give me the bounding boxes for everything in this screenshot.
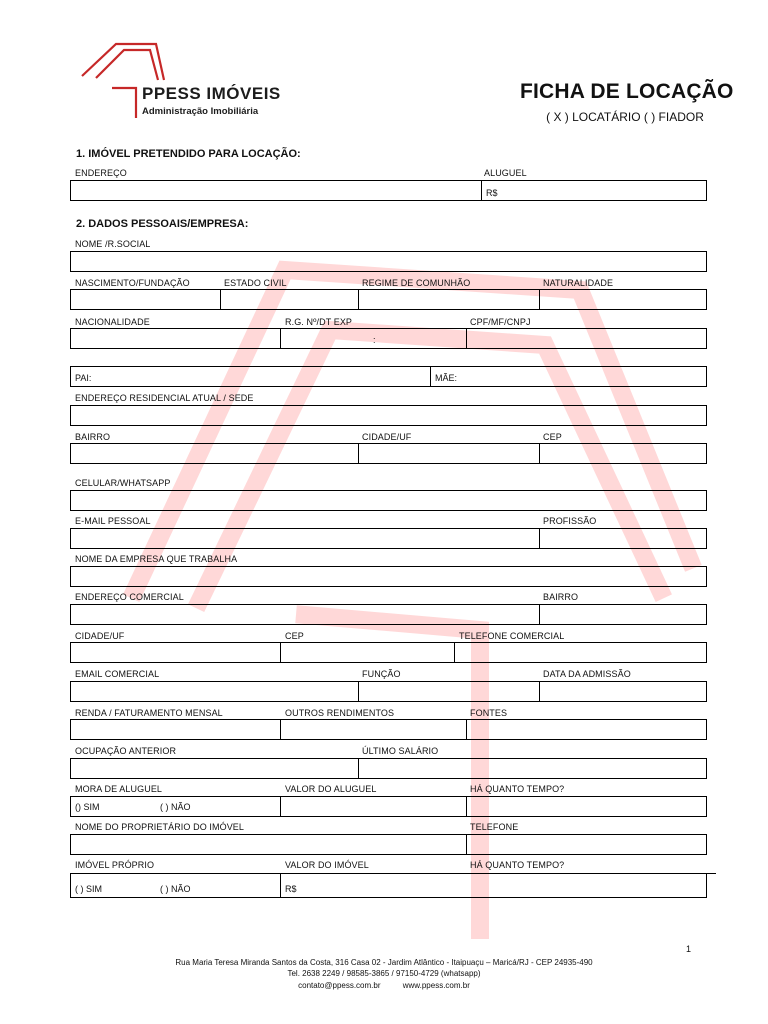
- celular-field[interactable]: [70, 490, 707, 511]
- label-nacionalidade: NACIONALIDADE: [75, 317, 150, 327]
- label-cidade-comercial: CIDADE/UF: [75, 631, 125, 641]
- email-field[interactable]: [71, 529, 538, 548]
- endereco-comercial-field[interactable]: [71, 605, 538, 624]
- email-comercial-field[interactable]: [71, 682, 357, 701]
- document-role-options: ( X ) LOCATÁRIO ( ) FIADOR: [546, 110, 704, 124]
- aluguel-currency: R$: [486, 188, 498, 198]
- telefone-field[interactable]: [467, 835, 706, 854]
- endereco-residencial-field[interactable]: [70, 405, 707, 426]
- label-valor-aluguel: VALOR DO ALUGUEL: [285, 784, 377, 794]
- profissao-field[interactable]: [540, 529, 706, 548]
- label-nascimento: NASCIMENTO/FUNDAÇÃO: [75, 278, 190, 288]
- nascimento-field[interactable]: [71, 290, 219, 309]
- label-mae: MÃE:: [435, 373, 458, 383]
- label-outros-rendimentos: OUTROS RENDIMENTOS: [285, 708, 395, 718]
- estado-civil-field[interactable]: [221, 290, 357, 309]
- outros-rendimentos-field[interactable]: [281, 720, 465, 739]
- cep-field[interactable]: [540, 444, 706, 463]
- admissao-field[interactable]: [540, 682, 706, 701]
- bairro-field[interactable]: [71, 444, 357, 463]
- proprietario-field[interactable]: [71, 835, 465, 854]
- footer-contact: contato@ppess.com.br www.ppess.com.br: [298, 981, 470, 990]
- mora-aluguel-nao-option[interactable]: ( ) NÃO: [160, 802, 191, 812]
- label-cep: CEP: [543, 432, 562, 442]
- imovel-proprio-nao-option[interactable]: ( ) NÃO: [160, 884, 191, 894]
- row-extension-line: [706, 873, 716, 874]
- label-endereco-residencial: ENDEREÇO RESIDENCIAL ATUAL / SEDE: [75, 393, 254, 403]
- divider: [430, 366, 431, 387]
- footer-phones: Tel. 2638 2249 / 98585-3865 / 97150-4729 (whatsapp): [287, 969, 481, 978]
- label-mora-aluguel: MORA DE ALUGUEL: [75, 784, 163, 794]
- label-email: E-MAIL PESSOAL: [75, 516, 151, 526]
- label-celular: CELULAR/WHATSAPP: [75, 478, 171, 488]
- funcao-field[interactable]: [359, 682, 538, 701]
- label-cpf: CPF/MF/CNPJ: [470, 317, 531, 327]
- aluguel-field[interactable]: [482, 181, 706, 200]
- label-imovel-proprio: IMÓVEL PRÓPRIO: [75, 860, 155, 870]
- bairro-comercial-field[interactable]: [540, 605, 706, 624]
- label-endereco-comercial: ENDEREÇO COMERCIAL: [75, 592, 184, 602]
- label-ultimo-salario: ÚLTIMO SALÁRIO: [362, 746, 439, 756]
- valor-imovel-currency: R$: [285, 884, 297, 894]
- label-ocupacao: OCUPAÇÃO ANTERIOR: [75, 746, 177, 756]
- ocupacao-field[interactable]: [71, 759, 357, 778]
- label-proprietario: NOME DO PROPRIETÁRIO DO IMÓVEL: [75, 822, 245, 832]
- ultimo-salario-field[interactable]: [359, 759, 706, 778]
- regime-field[interactable]: [359, 290, 538, 309]
- label-funcao: FUNÇÃO: [362, 669, 401, 679]
- footer-address: Rua Maria Teresa Miranda Santos da Costa, 316 Casa 02 - Jardim Atlântico - Itaipuaçu – Maricá/RJ - CEP 24935-490: [175, 958, 593, 967]
- cep-comercial-field[interactable]: [281, 643, 453, 662]
- label-cidade: CIDADE/UF: [362, 432, 412, 442]
- label-fontes: FONTES: [470, 708, 508, 718]
- brand-subtitle: Administração Imobiliária: [142, 106, 259, 117]
- label-naturalidade: NATURALIDADE: [543, 278, 614, 288]
- label-telefone-comercial: TELEFONE COMERCIAL: [459, 631, 565, 641]
- label-telefone: TELEFONE: [470, 822, 519, 832]
- label-cep-comercial: CEP: [285, 631, 304, 641]
- valor-aluguel-field[interactable]: [281, 797, 465, 816]
- tempo-1-field[interactable]: [467, 797, 706, 816]
- cidade-field[interactable]: [359, 444, 538, 463]
- label-tempo-1: HÁ QUANTO TEMPO?: [470, 784, 565, 794]
- mae-field[interactable]: [460, 367, 706, 386]
- label-rg: R.G. Nº/DT EXP: [285, 317, 353, 327]
- cidade-comercial-field[interactable]: [71, 643, 279, 662]
- section-2-title: 2. DADOS PESSOAIS/EMPRESA:: [76, 218, 249, 230]
- label-empresa: NOME DA EMPRESA QUE TRABALHA: [75, 554, 238, 564]
- valor-imovel-field[interactable]: [281, 874, 705, 897]
- brand-name: PPESS IMÓVEIS: [142, 84, 281, 103]
- label-nome: NOME /R.SOCIAL: [75, 239, 151, 249]
- label-email-comercial: EMAIL COMERCIAL: [75, 669, 160, 679]
- page-number: 1: [686, 944, 692, 954]
- pai-field[interactable]: [95, 367, 429, 386]
- mora-aluguel-sim-option[interactable]: () SIM: [75, 802, 100, 812]
- label-admissao: DATA DA ADMISSÃO: [543, 669, 631, 679]
- label-aluguel: ALUGUEL: [484, 168, 527, 178]
- renda-field[interactable]: [71, 720, 279, 739]
- imovel-proprio-sim-option[interactable]: ( ) SIM: [75, 884, 102, 894]
- label-estado-civil: ESTADO CIVIL: [224, 278, 287, 288]
- cpf-field[interactable]: [467, 329, 706, 348]
- label-renda: RENDA / FATURAMENTO MENSAL: [75, 708, 223, 718]
- label-bairro-comercial: BAIRRO: [543, 592, 579, 602]
- label-valor-imovel: VALOR DO IMÓVEL: [285, 860, 369, 870]
- rg-separator: :: [373, 335, 376, 345]
- naturalidade-field[interactable]: [540, 290, 706, 309]
- document-title: FICHA DE LOCAÇÃO: [520, 80, 734, 103]
- endereco-field[interactable]: [71, 181, 481, 200]
- label-endereco: ENDEREÇO: [75, 168, 127, 178]
- label-regime: REGIME DE COMUNHÃO: [362, 278, 471, 288]
- fontes-field[interactable]: [467, 720, 706, 739]
- nome-field[interactable]: [70, 251, 707, 272]
- section-1-title: 1. IMÓVEL PRETENDIDO PARA LOCAÇÃO:: [76, 148, 301, 160]
- label-bairro: BAIRRO: [75, 432, 111, 442]
- label-profissao: PROFISSÃO: [543, 516, 597, 526]
- empresa-field[interactable]: [70, 566, 707, 587]
- nacionalidade-field[interactable]: [71, 329, 279, 348]
- label-tempo-2: HÁ QUANTO TEMPO?: [470, 860, 565, 870]
- telefone-comercial-field[interactable]: [455, 643, 706, 662]
- label-pai: PAI:: [75, 373, 92, 383]
